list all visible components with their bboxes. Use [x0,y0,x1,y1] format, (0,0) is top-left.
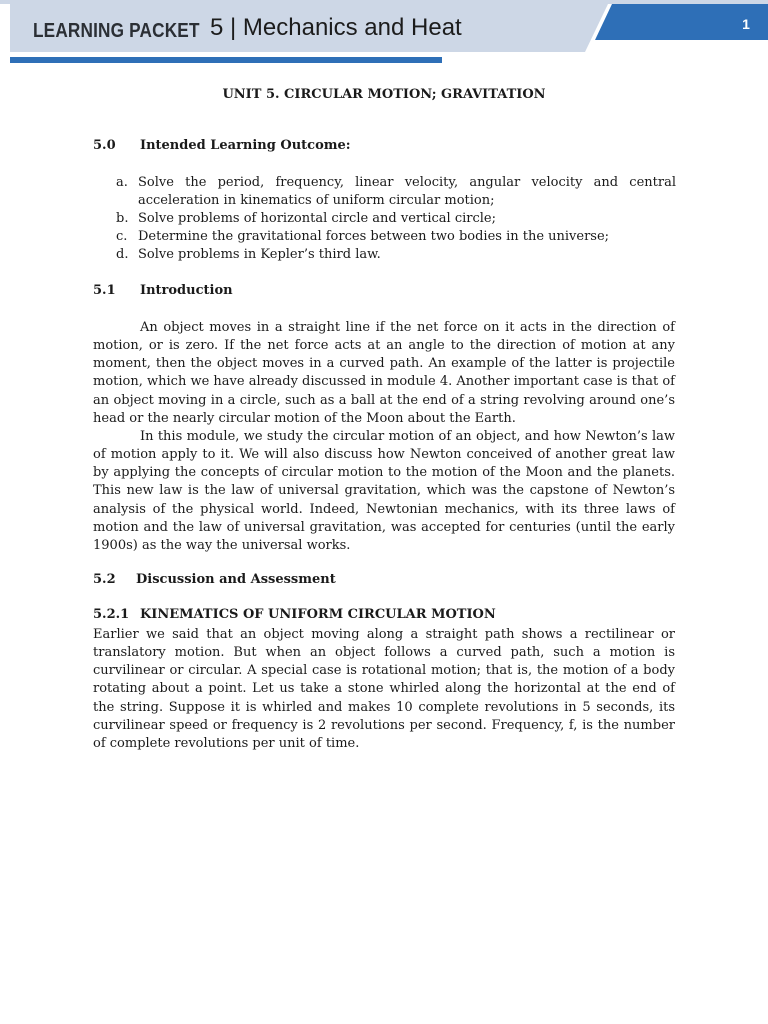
list-item [116,228,676,246]
kinematics-paragraph: Earlier we said that an object moving along a straight path shows a rectilinear or translatory motion. But when an object follows a curved path, such a motion is curvilinear or circular. A special case is rotational motion; that is, the motion of a body rotating about a point. Let us take a stone whirled along the horizontal at the end of the string. Suppose it is whirled and makes 10 complete revolutions in 5 seconds, its curvilinear speed or frequency is 2 revolutions per second. Frequency, f, is the number of complete revolutions per unit of time. [93,627,675,751]
list-item-text: Solve problems of horizontal circle and vertical circle; [138,211,496,226]
list-item [116,246,676,264]
section-number: 5.0 [93,138,116,153]
section-heading-discussion [93,572,336,587]
list-item [116,174,676,210]
intro-paragraph-2: In this module, we study the circular motion of an object, and how Newton’s law of motion apply to it. We will also discuss how Newton conceived of another great law by applying the concepts of circular motion to the motion of the Moon and the planets. This new law is the law of universal gravitation, which was the capstone of Newton’s analysis of the physical world. Indeed, Newtonian mechanics, with its three laws of motion and the law of universal gravitation, was accepted for centuries (until the early 1900s) as the way the universal works. [93,429,675,553]
list-item-text: Solve problems in Kepler’s third law. [138,247,381,262]
section-title: Intended Learning Outcome: [140,138,351,153]
list-item-letter: b. [116,211,129,226]
list-item-text: Determine the gravitational forces between two bodies in the universe; [138,229,610,244]
header-top-strip [0,0,768,4]
list-item [116,210,676,228]
section-heading-introduction [93,283,233,298]
section-number: 5.2 [93,572,116,587]
list-item-text: Solve the period, frequency, linear velocity, angular velocity and central acceleration in kinematics of uniform circular motion; [138,175,676,208]
outcomes-list [116,174,676,264]
unit-title: UNIT 5. CIRCULAR MOTION; GRAVITATION [222,87,546,102]
page-number: 1 [742,16,750,32]
section-title: Introduction [140,283,233,298]
list-item-letter: a. [116,175,128,190]
list-item-letter: d. [116,247,129,262]
section-title: KINEMATICS OF UNIFORM CIRCULAR MOTION [140,607,496,622]
header-underline [10,57,442,63]
module-title: 5 | Mechanics and Heat [210,14,462,41]
packet-label: LEARNING PACKET [33,20,200,42]
section-heading-outcomes [93,138,351,153]
intro-paragraph-1: An object moves in a straight line if the net force on it acts in the direction of motion, or is zero. If the net force acts at an angle to the direction of motion at any moment, then the object moves in a curved path. An example of the latter is projectile motion, which we have already discussed in module 4. Another important case is that of an object moving in a circle, such as a ball at the end of a string revolving around one’s head or the nearly circular motion of the Moon about the Earth. [93,320,675,426]
section-number: 5.2.1 [93,607,130,622]
section-heading-kinematics [93,607,496,622]
list-item-letter: c. [116,229,128,244]
section-number: 5.1 [93,283,116,298]
section-title: Discussion and Assessment [136,572,336,587]
